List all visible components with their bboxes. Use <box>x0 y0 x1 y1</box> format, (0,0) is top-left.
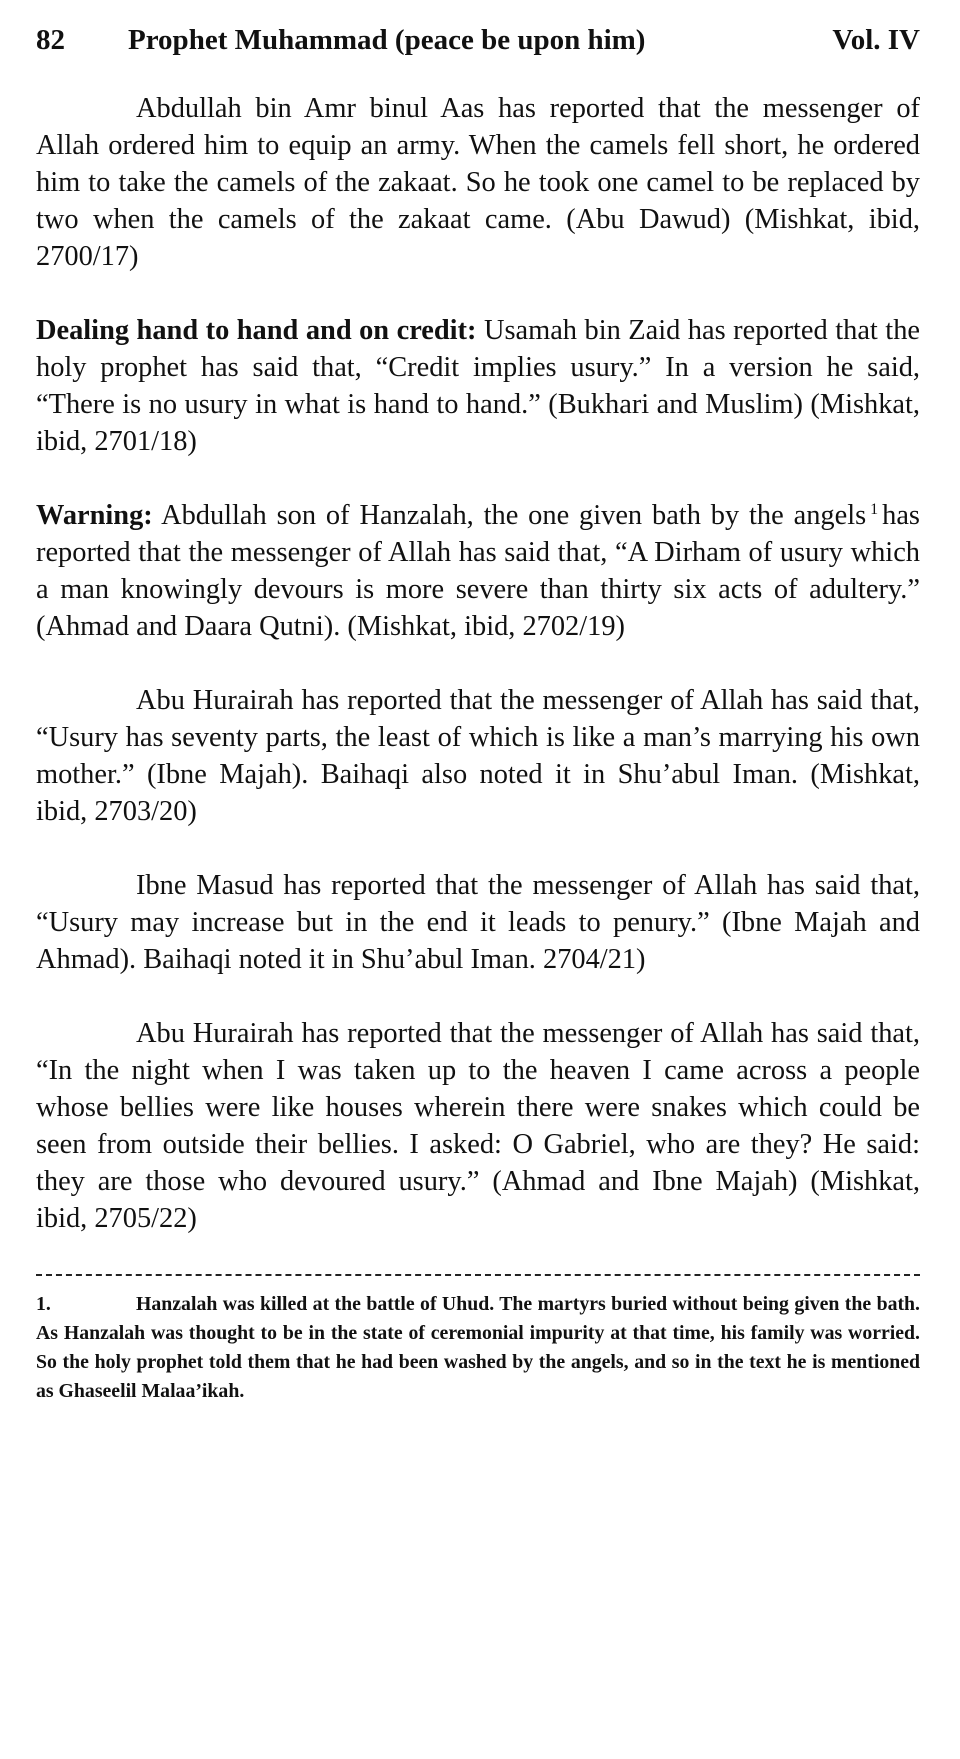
book-title: Prophet Muhammad (peace be upon him) <box>128 24 646 56</box>
paragraph-text: Abu Hurairah has reported that the messenger of Allah has said that, “In the night when I was taken up to the heaven I came across a people whose bellies were like houses wherein there were snakes which could be seen from outside their bellies. I asked: O Gabriel, who are they? He said: they are those who devoured usury.” (Ahmad and Ibne Majah) (Mishkat, ibid, 2705/22) <box>36 1018 920 1234</box>
book-page <box>36 22 920 1406</box>
paragraph-text-continued: has reported that the messenger of Allah has said that, “A Dirham of usury which a man knowingly devours is more severe than thirty six acts of adultery.” (Ahmad and Daara Qutni). (Mishkat, ibid, 2702/19) <box>36 500 920 642</box>
running-head <box>36 22 920 58</box>
volume-label: Vol. IV <box>832 24 920 56</box>
paragraph-text: Ibne Masud has reported that the messenger of Allah has said that, “Usury may increase but in the end it leads to penury.” (Ibne Majah and Ahmad). Baihaqi noted it in Shu’abul Iman. 2704/21) <box>36 870 920 975</box>
paragraph-seventy-parts <box>36 682 920 830</box>
paragraph-hand-to-hand <box>36 312 920 460</box>
paragraph-text: Abu Hurairah has reported that the messenger of Allah has said that, “Usury has seventy parts, the least of which is like a man’s marrying his own mother.” (Ibne Majah). Baihaqi also noted it in Shu’abul Iman. (Mishkat, ibid, 2703/20) <box>36 685 920 827</box>
page-number: 82 <box>36 24 65 56</box>
paragraph-heading: Warning: <box>36 500 153 531</box>
paragraph-night-journey <box>36 1015 920 1237</box>
paragraph-heading: Dealing hand to hand and on credit: <box>36 315 477 346</box>
paragraph-warning <box>36 497 920 645</box>
footnote-reference: 1 <box>870 500 879 518</box>
footnote-separator <box>36 1274 920 1276</box>
paragraph-penury <box>36 867 920 978</box>
footnote-number: 1. <box>36 1293 51 1315</box>
paragraph-text: Abdullah son of Hanzalah, the one given bath by the angels <box>152 500 867 531</box>
paragraph-abdullah-army <box>36 90 920 275</box>
footnote-text: Hanzalah was killed at the battle of Uhud. The martyrs buried without being given the bath. As Hanzalah was thought to be in the state of ceremonial impurity at that time, his family was worried. So the holy prophet told them that he had been washed by the angels, and so in the text he is mentioned as Ghaseelil Malaa’ikah. <box>36 1293 920 1402</box>
paragraph-text: Abdullah bin Amr binul Aas has reported that the messenger of Allah ordered him to equip an army. When the camels fell short, he ordered him to take the camels of the zakaat. So he took one camel to be replaced by two when the camels of the zakaat came. (Abu Dawud) (Mishkat, ibid, 2700/17) <box>36 93 920 272</box>
paragraph-text: Usamah bin Zaid has reported that the holy prophet has said that, “Credit implies usury.” In a version he said, “There is no usury in what is hand to hand.” (Bukhari and Muslim) (Mishkat, ibid, 2701/18) <box>36 315 920 457</box>
body-text <box>36 90 920 1237</box>
footnote <box>36 1290 920 1406</box>
